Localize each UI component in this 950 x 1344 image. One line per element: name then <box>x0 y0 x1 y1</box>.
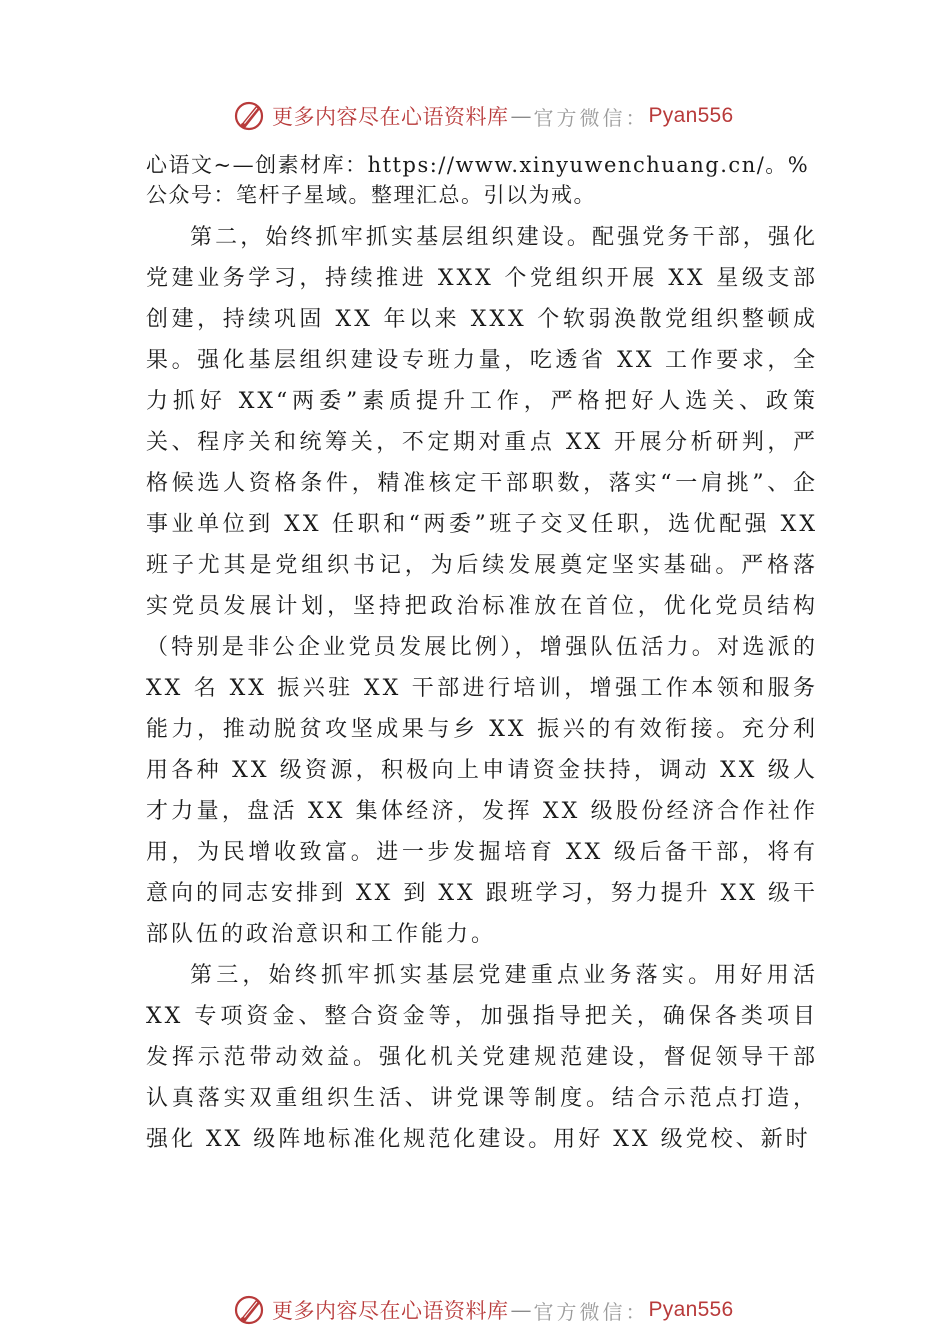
header-wechat-account: Pyan556 <box>648 104 734 127</box>
paragraph-third: 第三，始终抓牢抓实基层党建重点业务落实。用好用活 XX 专项资金、整合资金等，加强指导把关，确保各类项目发挥示范带动效益。强化机关党建规范建设，督促领导干部认真落实双重组织生活、讲党课等制度。结合示范点打造， 强化 XX 级阵地标准化规范化建设。用好 XX 级党校、新时 <box>146 963 818 1152</box>
header-brand-text: 更多内容尽在心语资料库 <box>272 105 509 129</box>
header-dash: — <box>510 104 532 128</box>
footer-dash: — <box>510 1298 532 1322</box>
footer-wechat-label: 官方微信： <box>533 1299 649 1324</box>
header-wechat-label: 官方微信： <box>533 105 649 130</box>
footer-wechat-account: Pyan556 <box>648 1298 734 1321</box>
footer-brand-text: 更多内容尽在心语资料库 <box>272 1299 509 1323</box>
quill-logo-icon <box>232 98 268 134</box>
source-note-line-1: 心语文~—创素材库：https://www.xinyuwenchuang.cn/。% <box>146 153 810 177</box>
paragraph-second: 第二，始终抓牢抓实基层组织建设。配强党务干部，强化党建业务学习，持续推进 XXX 个党组织开展 XX 星级支部创建，持续巩固 XX 年以来 XXX 个软弱涣散党组织整顿成果。强化基层组织建设专班力量，吃透省 XX 工作要求，全力抓好 XX“两委”素质提升工作，严格把好人选关、政策关、程序关和统筹关，不定期对重点 XX 开展分析研判，严格候选人资格条件，精准核定干部职数，落实“一肩挑”、企事业单位到 XX 任职和“两委”班子交叉任职，选优配强 XX 班子尤其是党组织书记，为后续发展奠定坚实基础。严格落实党员发展计划，坚持把政治标准放在首位，优化党员结构（特别是非公企业党员发展比例），增强队伍活力。对选派的 XX 名 XX 振兴驻 XX 干部进行培训，增强工作本领和服务能力，推动脱贫攻坚成果与乡 XX 振兴的有效衔接。充分利用各种 XX 级资源，积极向上申请资金扶持，调动 XX 级人才力量，盘活 XX 集体经济，发挥 XX 级股份经济合作社作用，为民增收致富。进一步发掘培育 XX 级后备干部，将有意向的同志安排到 XX 到 XX 跟班学习，努力提升 XX 级干部队伍的政治意识和工作能力。 <box>146 225 818 947</box>
quill-logo-icon <box>232 1292 268 1328</box>
source-note-line-2: 公众号：笔杆子星域。整理汇总。引以为戒。 <box>146 183 596 207</box>
footer-banner <box>232 1290 734 1330</box>
document-body <box>146 150 818 1160</box>
header-banner <box>232 96 734 136</box>
